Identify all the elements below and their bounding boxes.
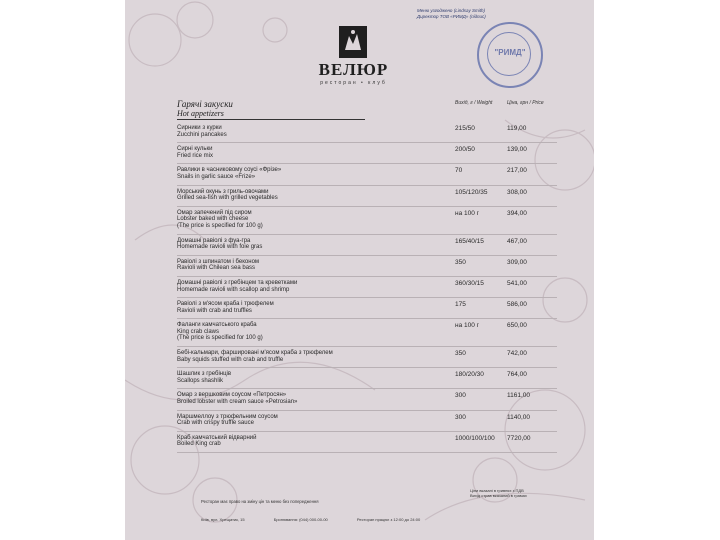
page-footer [201, 517, 541, 522]
dish-name-english: Grilled sea-fish with grilled vegetables [177, 195, 278, 202]
price-column-header: Ціна, грн / Price [507, 100, 544, 106]
menu-item-row [177, 189, 557, 207]
menu-item-names [177, 146, 437, 159]
dish-name-ukrainian: Омар з вершковим соусом «Петросян» [177, 392, 287, 399]
dish-name-english: Homemade ravioli with foie gras [177, 244, 263, 251]
dish-name-english: Scallops shashlik [177, 377, 224, 384]
dish-name-english: Baby squids stuffed with crab and truffle [177, 356, 284, 363]
dish-name-english: Ravioli with crab and truffles [177, 307, 252, 314]
restaurant-tagline: ресторан • клуб [320, 80, 387, 86]
menu-item-names [177, 414, 437, 427]
dish-name-ukrainian: Шашлик з гребінців [177, 371, 232, 378]
dish-name-ukrainian: Краб камчатський відварний [177, 434, 257, 441]
dish-weight: 70 [455, 167, 463, 175]
menu-item-row [177, 350, 557, 368]
dish-weight: на 100 г [455, 209, 480, 217]
dish-name-english: Ravioli with Chilean sea bass [177, 265, 256, 272]
round-stamp [477, 22, 543, 88]
dish-price: 119,00 [507, 125, 527, 132]
menu-notes [470, 488, 580, 498]
restaurant-logo-icon [339, 26, 367, 58]
dish-name-ukrainian: Домашні равіолі з фуа-гра [177, 237, 251, 244]
dish-weight: 200/50 [455, 146, 475, 154]
dish-name-english: King crab claws [177, 328, 220, 335]
menu-item-names [177, 350, 437, 363]
menu-item-names [177, 301, 437, 314]
dish-price: 467,00 [507, 237, 527, 245]
dish-weight: 1000/100/100 [455, 434, 495, 442]
dish-name-english: Broiled lobster with cream sauce «Petrosian» [177, 399, 298, 406]
dish-price: 742,00 [507, 350, 527, 358]
dish-weight: 175 [455, 301, 466, 309]
dish-weight: 300 [455, 413, 466, 421]
stamp-text: "РИМД" [494, 48, 526, 57]
dish-weight: 180/20/30 [455, 371, 484, 379]
dish-name-english: Boiled King crab [177, 441, 221, 448]
dish-name-ukrainian: Бебі-кальмари, фаршировані м'ясом краба з трюфелем [177, 350, 333, 357]
dish-price: 1140,00 [507, 413, 531, 421]
menu-item-row [177, 259, 557, 277]
dish-name-ukrainian: Равіолі з м'ясом краба і трюфелем [177, 301, 274, 308]
dish-name-ukrainian: Фаланги камчатського краба [177, 322, 257, 329]
dish-weight: 105/120/35 [455, 188, 488, 196]
dish-name-english: Crab with crispy truffle sauce [177, 420, 254, 427]
dish-name-english: Homemade ravioli with scallop and shrimp [177, 286, 290, 293]
section-title: Гарячі закуски [177, 99, 233, 109]
dish-name-ukrainian: Равіолі з шпинатом і беконом [177, 258, 260, 265]
dish-name-ukrainian: Равлики в часниковому соусі «Фрізе» [177, 167, 282, 174]
weight-column-header: Вихід, г / Weight [455, 100, 493, 106]
menu-item-names [177, 238, 437, 251]
menu-item-row [177, 280, 557, 298]
note-weights: Вихід страв вказаний в грамах [470, 493, 527, 498]
dish-price-note: (The price is specified for 100 g) [177, 335, 263, 342]
dish-name-english: Snails in garlic sauce «Frize» [177, 173, 256, 180]
dish-price: 541,00 [507, 279, 527, 287]
dish-weight: на 100 г [455, 322, 480, 330]
dish-weight: 360/30/15 [455, 279, 484, 287]
dish-price: 7720,00 [507, 434, 531, 442]
section-divider [177, 119, 365, 120]
menu-item-names [177, 210, 437, 230]
dish-price: 139,00 [507, 146, 527, 154]
menu-item-names [177, 280, 437, 293]
menu-item-names [177, 371, 437, 384]
dish-price: 1161,00 [507, 392, 531, 400]
dish-weight: 350 [455, 350, 466, 358]
note-prices: Ціни вказані в гривнях з ПДВ [470, 488, 524, 493]
footer-address: Київ, вул. Хрещатик, 15 [201, 517, 245, 522]
menu-item-names [177, 259, 437, 272]
dish-weight: 215/50 [455, 125, 475, 132]
menu-item-row [177, 146, 557, 164]
menu-page [125, 0, 594, 540]
menu-item-row [177, 322, 557, 347]
menu-item-names [177, 322, 437, 342]
dish-price: 650,00 [507, 322, 527, 330]
dish-name-ukrainian: Сирники з курки [177, 125, 222, 131]
section-subtitle: Hot appetizers [177, 109, 224, 118]
approval-line-2: Директор ТОВ «РИМД» (підпис) [417, 14, 486, 19]
footer-hours: Ресторан працює з 12:00 до 24:00 [356, 517, 421, 522]
dish-price: 586,00 [507, 301, 527, 309]
dish-weight: 165/40/15 [455, 237, 484, 245]
dish-name-ukrainian: Сирні кульки [177, 146, 213, 153]
dish-price: 309,00 [507, 258, 527, 266]
menu-item-names [177, 435, 437, 448]
menu-disclaimer: Ресторан має право на зміну цін та меню без попередження [201, 499, 319, 504]
dish-price: 217,00 [507, 167, 527, 175]
dish-name-ukrainian: Омар запечений під сиром [177, 209, 252, 216]
dish-price-note: (The price is specified for 100 g) [177, 222, 263, 229]
dish-name-ukrainian: Домашні равіолі з гребінцем та креветками [177, 279, 298, 286]
dish-name-ukrainian: Маршмеллоу з трюфельним соусом [177, 413, 278, 420]
restaurant-logo-name: ВЕЛЮР [318, 60, 389, 79]
menu-item-names [177, 392, 437, 405]
menu-item-row [177, 301, 557, 319]
menu-item-names [177, 125, 437, 138]
menu-item-row [177, 435, 557, 453]
dish-price: 308,00 [507, 188, 527, 196]
approval-note [417, 8, 567, 20]
menu-item-row [177, 371, 557, 389]
dish-name-english: Lobster baked with cheese [177, 216, 249, 223]
approval-line-1: Меню узгоджено (Lindsay Smith) [417, 8, 485, 13]
dish-weight: 300 [455, 392, 466, 400]
menu-item-row [177, 414, 557, 432]
dish-price: 764,00 [507, 371, 527, 379]
menu-item-names [177, 167, 437, 180]
menu-item-names [177, 189, 437, 202]
menu-items-list [177, 125, 557, 456]
dish-name-english: Fried rice mix [177, 152, 214, 159]
dish-name-ukrainian: Морський окунь з гриль-овочами [177, 188, 269, 195]
dish-price: 394,00 [507, 209, 527, 217]
dish-weight: 350 [455, 258, 466, 266]
dish-name-english: Zucchini pancakes [177, 131, 227, 138]
menu-item-row [177, 210, 557, 235]
footer-phone: Бронювання: (044) 000-00-00 [273, 517, 328, 522]
menu-item-row [177, 125, 557, 143]
menu-item-row [177, 392, 557, 410]
menu-item-row [177, 238, 557, 256]
menu-item-row [177, 167, 557, 185]
